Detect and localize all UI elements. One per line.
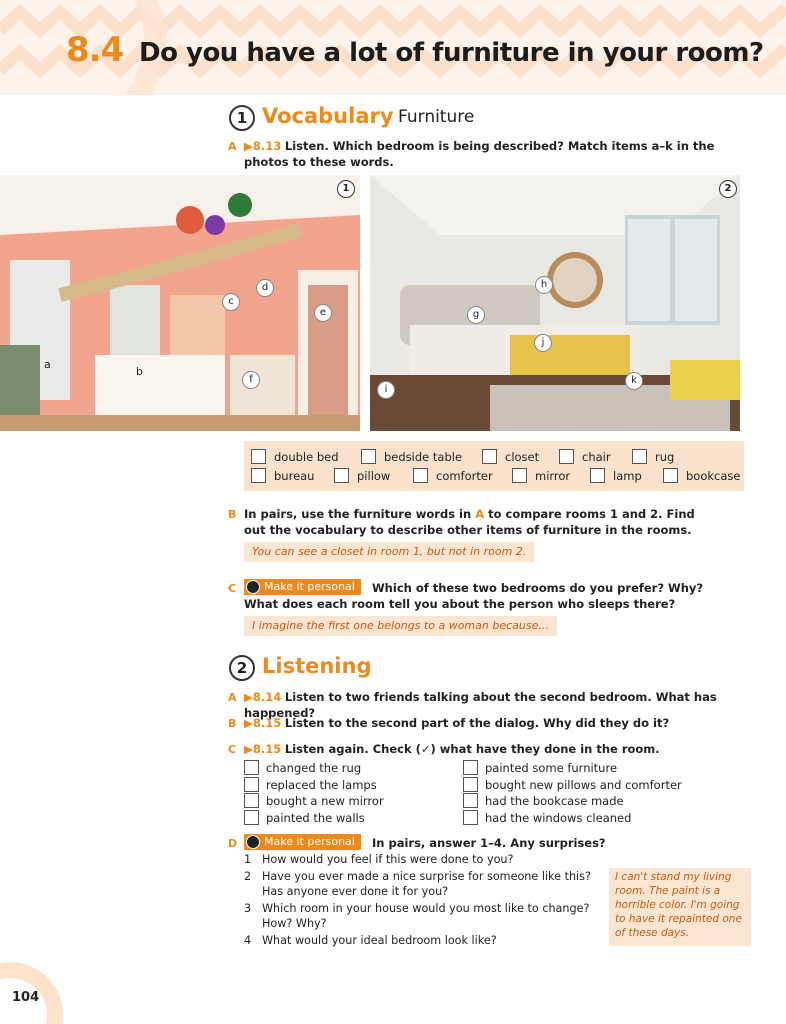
exercise-instruction: ▶8.15 Listen again. Check (✓) what have they done in the room. [244, 742, 660, 756]
marker-g: g [467, 306, 485, 324]
question-number: 3 [244, 902, 252, 915]
checkbox [590, 468, 605, 483]
question-text-cont: How? Why? [262, 917, 327, 930]
marker-h: h [535, 276, 553, 294]
question-text: How would you feel if this were done to you? [262, 853, 514, 866]
marker-c: c [222, 293, 240, 311]
checklist-item[interactable]: replaced the lamps [244, 777, 377, 792]
word-item[interactable]: mirror [512, 468, 570, 483]
marker-k: k [625, 372, 643, 390]
checkbox [482, 449, 497, 464]
audio-track[interactable]: 8.15 [252, 716, 282, 730]
exercise-label: A [228, 691, 237, 704]
lesson-number: 8.4 [66, 30, 124, 70]
section-number: 1 [229, 105, 255, 131]
checkbox [512, 468, 527, 483]
word-item[interactable]: chair [559, 449, 611, 464]
question-number: 1 [244, 853, 252, 866]
marker-b: b [136, 365, 143, 378]
example-bubble: I imagine the first one belongs to a woman because... [244, 616, 557, 636]
checklist-item[interactable]: painted the walls [244, 810, 365, 825]
marker-d: d [256, 279, 274, 297]
exercise-label: C [228, 582, 237, 595]
section-title: Vocabulary [262, 104, 394, 128]
question-text: Have you ever made a nice surprise for someone like this? [262, 870, 591, 883]
audio-play-icon[interactable]: ▶ [244, 716, 253, 730]
exercise-label: B [228, 717, 237, 730]
checkbox [244, 760, 259, 775]
exercise-label: D [228, 837, 238, 850]
personal-icon [246, 835, 260, 849]
marker-j: j [534, 334, 552, 352]
checkbox [663, 468, 678, 483]
question-text: Which room in your house would you most like to change? [262, 902, 590, 915]
audio-track[interactable]: 8.14 [252, 690, 282, 704]
checkbox [559, 449, 574, 464]
checklist-item[interactable]: bought new pillows and comforter [463, 777, 682, 792]
checkbox [463, 793, 478, 808]
exercise-instruction: ▶8.14 Listen to two friends talking about the second bedroom. What has happened? [244, 690, 717, 720]
audio-play-icon[interactable]: ▶ [244, 690, 253, 704]
word-item[interactable]: rug [632, 449, 674, 464]
exercise-text: Listen. Which bedroom is being described? Match items a–k in the photos to these words. [244, 139, 715, 169]
checkbox [413, 468, 428, 483]
marker-a: a [44, 358, 51, 371]
exercise-instruction: In pairs, use the furniture words in A to compare rooms 1 and 2. Find out the vocabulary to describe other items of furniture in the rooms. [244, 507, 695, 537]
word-item[interactable]: comforter [413, 468, 493, 483]
question-number: 2 [244, 870, 252, 883]
section-subtitle: Furniture [398, 107, 475, 127]
page-title: Do you have a lot of furniture in your room? [139, 38, 764, 68]
audio-play-icon[interactable]: ▶ [244, 139, 253, 153]
word-item[interactable]: closet [482, 449, 539, 464]
exercise-label: A [228, 140, 237, 153]
marker-e: e [314, 304, 332, 322]
word-item[interactable]: bookcase [663, 468, 740, 483]
checkbox [244, 810, 259, 825]
word-item[interactable]: double bed [251, 449, 339, 464]
exercise-instruction: ▶8.15 Listen to the second part of the dialog. Why did they do it? [244, 716, 670, 730]
exercise-instruction: In pairs, answer 1–4. Any surprises? [372, 836, 606, 850]
checklist-item[interactable]: changed the rug [244, 760, 361, 775]
exercise-label: C [228, 743, 237, 756]
question-text-cont: Has anyone ever done it for you? [262, 885, 449, 898]
checkbox [244, 793, 259, 808]
checkbox [251, 468, 266, 483]
section-number: 2 [229, 655, 255, 681]
checklist-item[interactable]: painted some furniture [463, 760, 617, 775]
checklist-item[interactable]: had the windows cleaned [463, 810, 631, 825]
checklist-item[interactable]: bought a new mirror [244, 793, 384, 808]
photo-number-badge: 1 [337, 180, 355, 198]
bedroom-photo-1 [0, 175, 360, 431]
checklist-item[interactable]: had the bookcase made [463, 793, 624, 808]
word-item[interactable]: pillow [334, 468, 390, 483]
page-number: 104 [12, 990, 40, 1005]
checkbox [244, 777, 259, 792]
checkbox [463, 777, 478, 792]
exercise-instruction [244, 138, 739, 170]
checkbox [632, 449, 647, 464]
exercise-label: B [228, 508, 237, 521]
checkbox [251, 449, 266, 464]
word-item[interactable]: lamp [590, 468, 642, 483]
marker-i: i [377, 381, 395, 399]
make-it-personal-badge: Make it personal [244, 834, 361, 850]
audio-track[interactable]: 8.15 [252, 742, 282, 756]
speech-bubble: I can't stand my living room. The paint is a horrible color. I'm going to have it repainted one of these days. [609, 868, 751, 946]
make-it-personal-badge: Make it personal [244, 579, 361, 595]
checkbox [361, 449, 376, 464]
section-title: Listening [262, 654, 372, 678]
word-item[interactable]: bureau [251, 468, 314, 483]
marker-f: f [242, 371, 260, 389]
checkbox [463, 760, 478, 775]
example-bubble: You can see a closet in room 1, but not in room 2. [244, 542, 534, 562]
audio-track[interactable]: 8.13 [252, 139, 282, 153]
word-item[interactable]: bedside table [361, 449, 462, 464]
checkbox [463, 810, 478, 825]
question-number: 4 [244, 934, 252, 947]
checkbox [334, 468, 349, 483]
question-text: What would your ideal bedroom look like? [262, 934, 497, 947]
bedroom-photo-2 [370, 175, 740, 431]
exercise-instruction: Which of these two bedrooms do you prefer? Why? What does each room tell you about the person who sleeps there? [244, 581, 704, 611]
photo-number-badge: 2 [719, 180, 737, 198]
audio-play-icon[interactable]: ▶ [244, 742, 253, 756]
word-box [244, 441, 744, 491]
